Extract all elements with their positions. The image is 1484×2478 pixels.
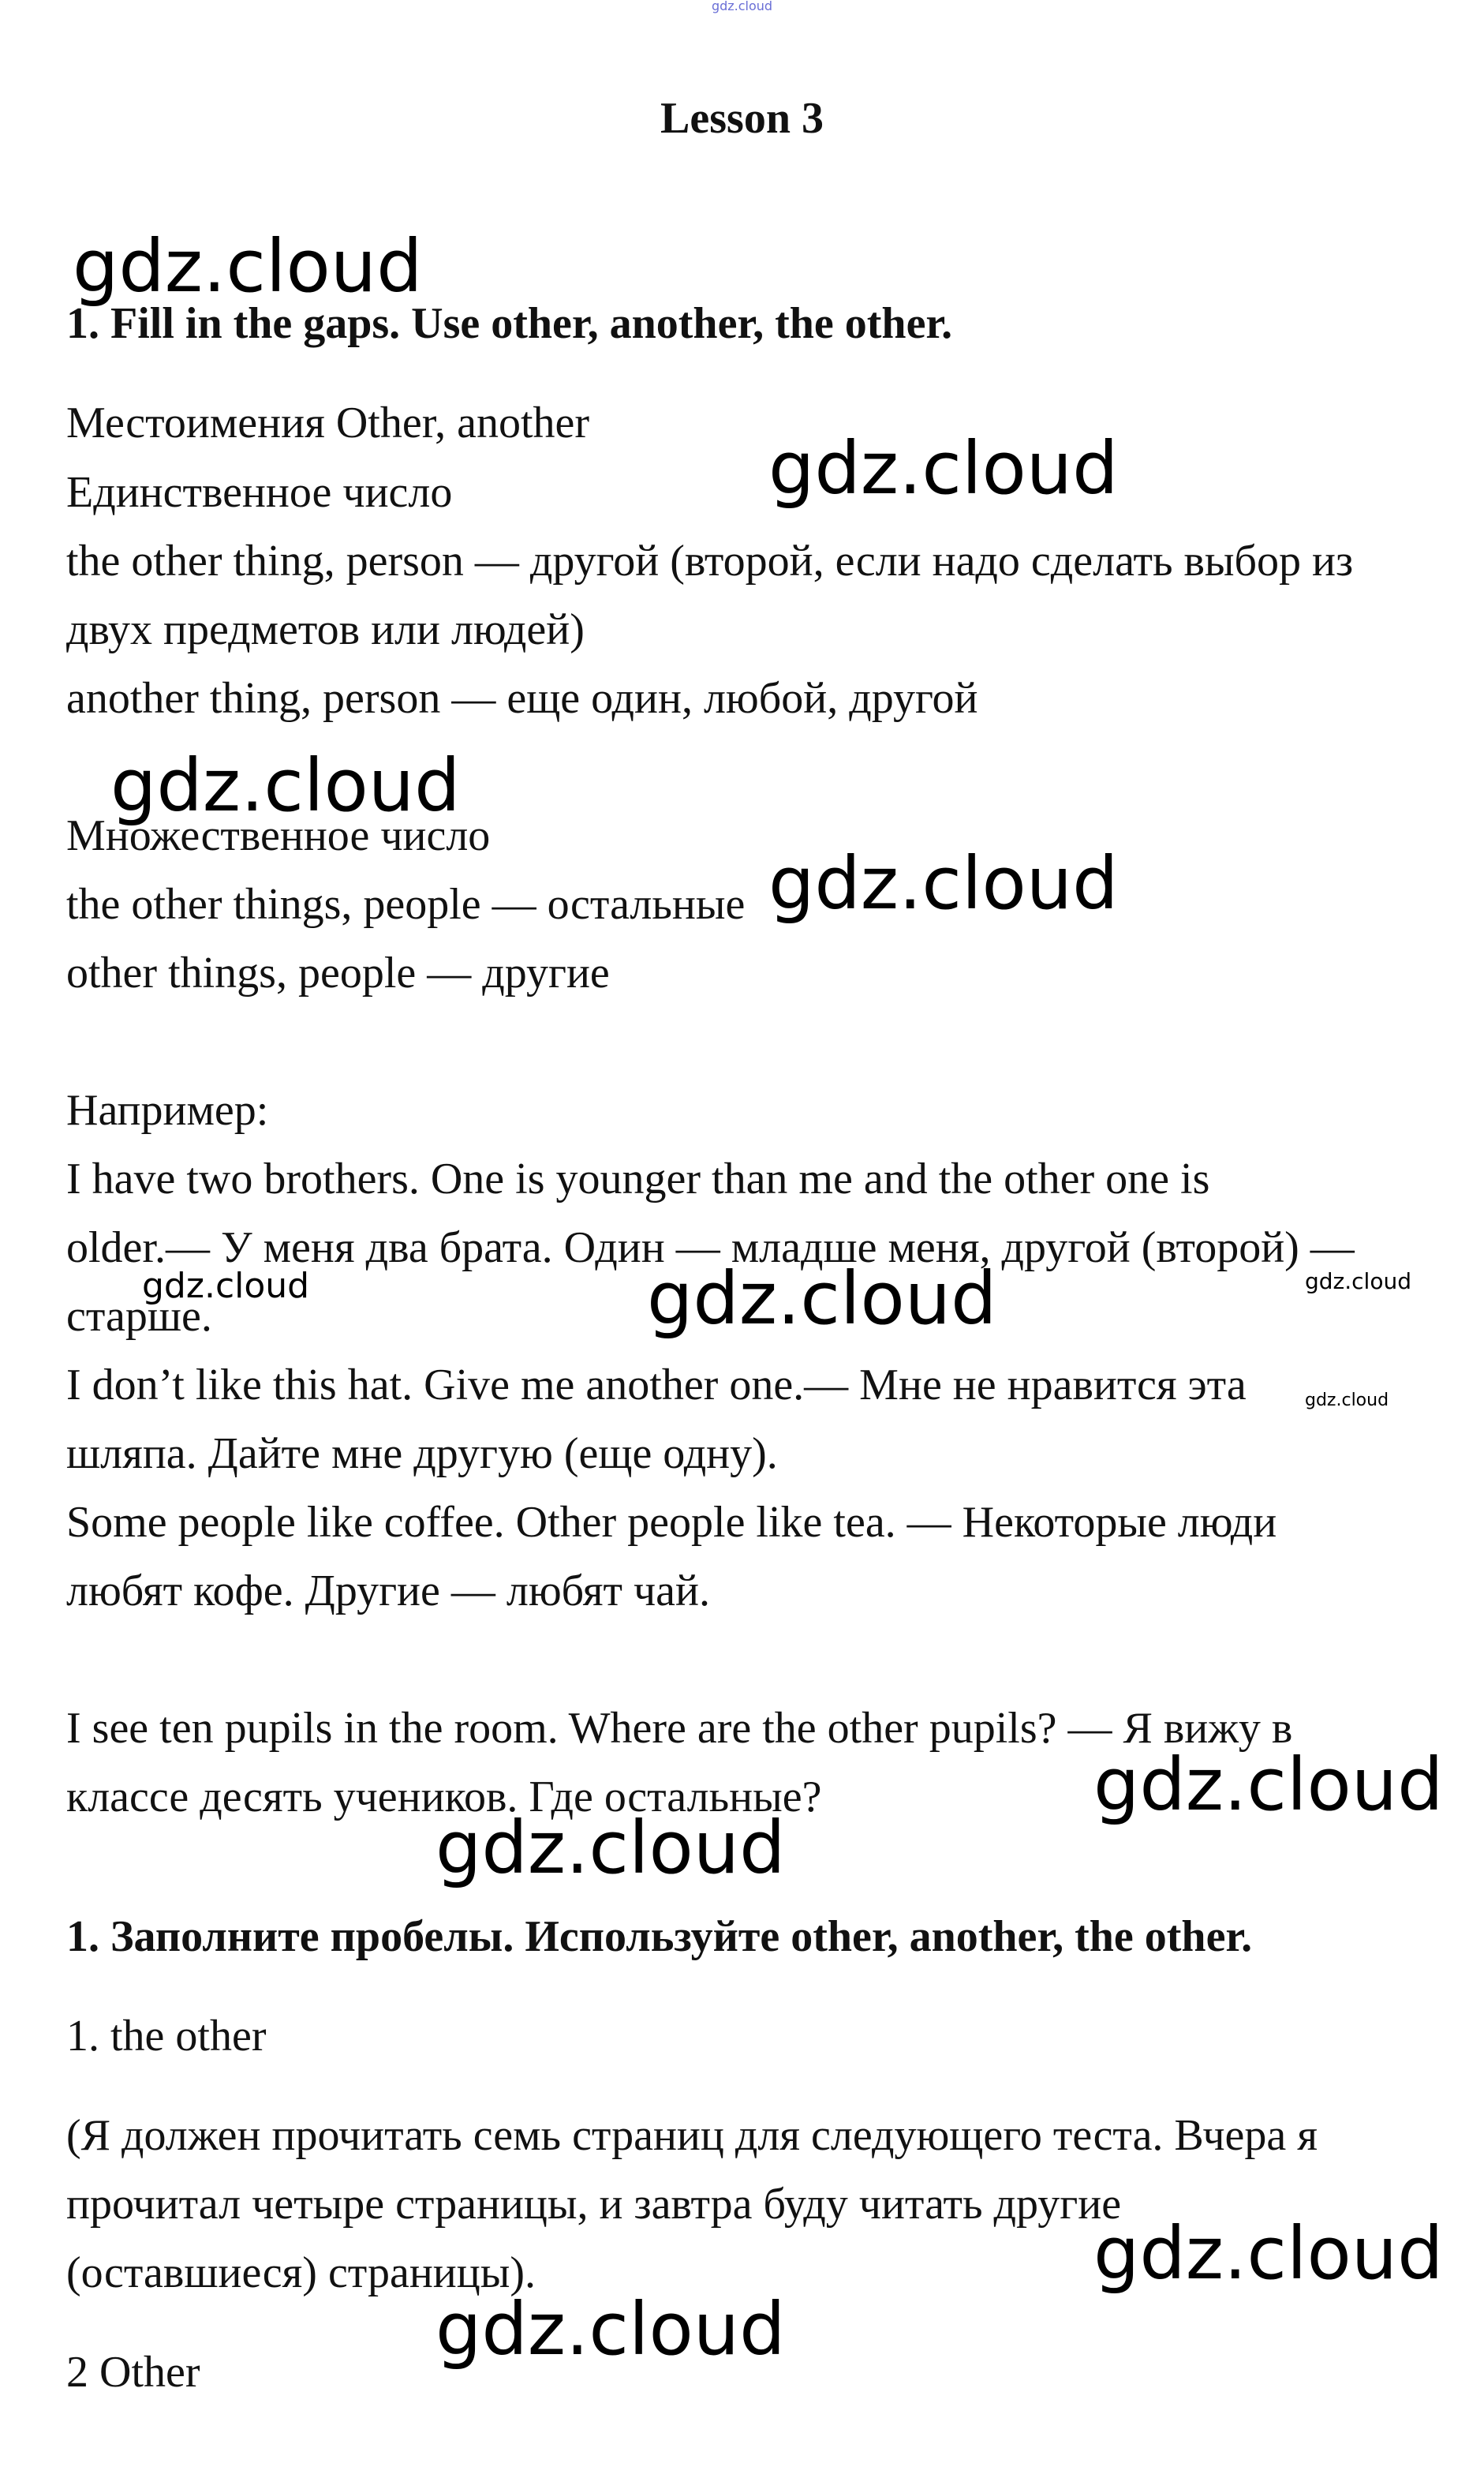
example-line: I see ten pupils in the room. Where are the other pupils? — Я вижу в bbox=[66, 1704, 1293, 1753]
answer-1-translation-line: (оставшиеся) страницы). bbox=[66, 2248, 536, 2297]
theory-heading: Местоимения Other, another bbox=[66, 399, 590, 447]
watermark: gdz.cloud bbox=[73, 224, 423, 309]
watermark: gdz.cloud bbox=[1305, 1391, 1389, 1410]
plural-line-2: other things, people — другие bbox=[66, 949, 610, 998]
singular-line-3: another thing, person — еще один, любой, другой bbox=[66, 674, 978, 723]
example-line: Some people like coffee. Other people like tea. — Некоторые люди bbox=[66, 1498, 1277, 1547]
page-title: Lesson 3 bbox=[660, 94, 824, 143]
watermark: gdz.cloud bbox=[1093, 1742, 1444, 1827]
watermark-top: gdz.cloud bbox=[711, 0, 773, 13]
example-line: older.— У меня два брата. Один — младше меня, другой (второй) — bbox=[66, 1223, 1355, 1272]
plural-label: Множественное число bbox=[66, 811, 491, 860]
watermark: gdz.cloud bbox=[1093, 2211, 1444, 2296]
example-line: любят кофе. Другие — любят чай. bbox=[66, 1567, 710, 1615]
example-line: I have two brothers. One is younger than me and the other one is bbox=[66, 1155, 1210, 1203]
task-heading-ru: 1. Заполните пробелы. Используйте other, another, the other. bbox=[66, 1912, 1253, 1961]
task-heading-en: 1. Fill in the gaps. Use other, another, the other. bbox=[66, 299, 953, 348]
example-line: классе десять учеников. Где остальные? bbox=[66, 1772, 822, 1821]
answer-1-translation-line: прочитал четыре страницы, и завтра буду читать другие bbox=[66, 2180, 1122, 2229]
watermark: gdz.cloud bbox=[647, 1256, 997, 1341]
examples-label: Например: bbox=[66, 1086, 269, 1135]
answer-1: 1. the other bbox=[66, 2012, 267, 2061]
example-line: старше. bbox=[66, 1292, 212, 1341]
singular-line-1: the other thing, person — другой (второй, если надо сделать выбор из bbox=[66, 537, 1354, 586]
singular-line-2: двух предметов или людей) bbox=[66, 605, 585, 654]
example-line: I don’t like this hat. Give me another one.— Мне не нравится эта bbox=[66, 1361, 1247, 1409]
example-line: шляпа. Дайте мне другую (еще одну). bbox=[66, 1429, 778, 1478]
singular-label: Единственное число bbox=[66, 468, 453, 517]
watermark: gdz.cloud bbox=[768, 426, 1119, 511]
watermark: gdz.cloud bbox=[110, 743, 461, 828]
watermark: gdz.cloud bbox=[768, 841, 1119, 926]
plural-line-1: the other things, people — остальные bbox=[66, 880, 746, 929]
watermark: gdz.cloud bbox=[435, 1806, 786, 1890]
watermark: gdz.cloud bbox=[435, 2287, 786, 2371]
watermark: gdz.cloud bbox=[142, 1266, 310, 1306]
watermark: gdz.cloud bbox=[1305, 1268, 1411, 1294]
answer-2: 2 Other bbox=[66, 2348, 200, 2397]
answer-1-translation-line: (Я должен прочитать семь страниц для следующего теста. Вчера я bbox=[66, 2111, 1318, 2160]
